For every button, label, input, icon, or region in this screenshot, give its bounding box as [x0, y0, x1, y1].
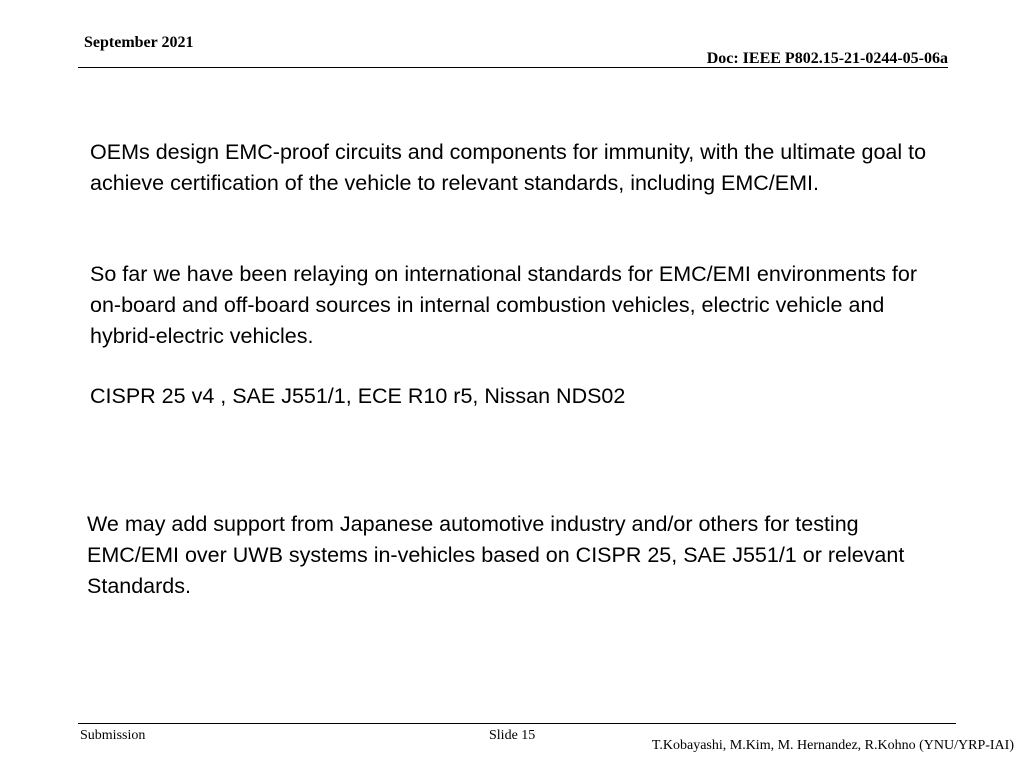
footer-slide-number: Slide 15	[489, 728, 536, 743]
paragraph-oem-design: OEMs design EMC-proof circuits and components for immunity, with the ultimate goal to achieve certification of the vehicle to relevant standards, including EMC/EMI.	[90, 140, 927, 195]
paragraph-standards-list: CISPR 25 v4 , SAE J551/1, ECE R10 r5, Nissan NDS02	[90, 384, 626, 408]
header-doc-id: Doc: IEEE P802.15-21-0244-05-06a	[706, 50, 948, 67]
footer-authors: T.Kobayashi, M.Kim, M. Hernandez, R.Kohno (YNU/YRP-IAI)	[651, 738, 1014, 753]
header-date: September 2021	[84, 34, 194, 51]
footer-divider	[78, 723, 956, 724]
footer-submission: Submission	[80, 728, 146, 743]
paragraph-japanese-support: We may add support from Japanese automotive industry and/or others for testing EMC/EMI over UWB systems in-vehicles based on CISPR 25, SAE J551/1 or relevant Standards.	[87, 512, 905, 598]
paragraph-international-standards: So far we have been relaying on international standards for EMC/EMI environments for on-board and off-board sources in internal combustion vehicles, electric vehicle and hybrid-electric vehicles.	[90, 262, 917, 348]
header-divider	[78, 67, 948, 68]
